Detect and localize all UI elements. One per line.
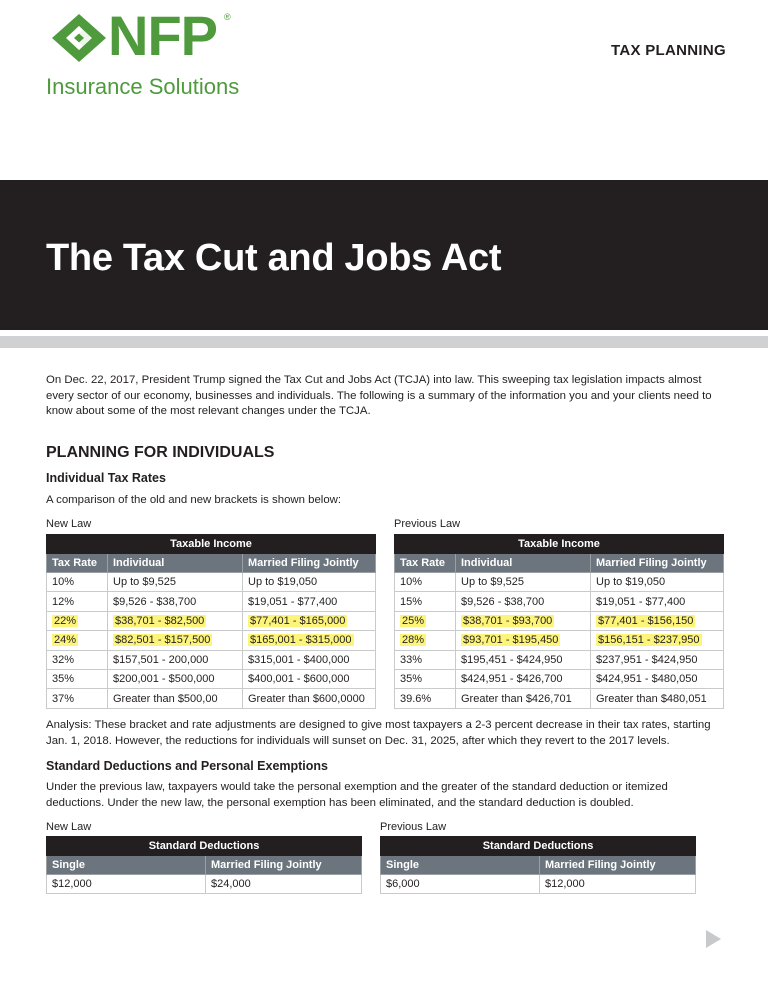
table-row [47,669,376,688]
table-cell [108,669,243,688]
table-row [381,875,696,894]
cell-text: 35% [52,673,75,686]
cell-text: $9,526 - $38,700 [113,595,197,608]
new-law-label: New Law [46,821,92,833]
cell-text: $200,001 - $500,000 [113,673,215,686]
cell-text: $165,001 - $315,000 [250,634,352,647]
table-row [47,689,376,708]
table-cell [243,573,376,592]
table-row [395,631,724,650]
column-header-married: Married Filing Jointly [243,554,376,573]
column-header-married: Married Filing Jointly [591,554,724,573]
table-cell [243,631,376,650]
new-law-deductions-table [46,836,362,894]
cell-text: Greater than $480,051 [596,692,707,705]
cell-text: 32% [52,653,75,666]
cell-text: Up to $19,050 [248,576,318,589]
cell-text: Up to $9,525 [113,576,176,589]
table-cell [243,669,376,688]
nfp-logo-icon [52,14,106,62]
table-cell [47,573,108,592]
table-cell [108,650,243,669]
column-header-individual: Individual [108,554,243,573]
table-cell [395,573,456,592]
table-cell [456,631,591,650]
table-cell [108,573,243,592]
intro-paragraph: On Dec. 22, 2017, President Trump signed the Tax Cut and Jobs Act (TCJA) into law. This sweeping tax legislation impacts almost every sector of our economy, businesses and individuals. The following is a summary of the information you and your clients need to know about some of the most relevant changes under the TCJA. [46,374,712,418]
cell-text: 39.6% [400,692,432,705]
table-row [395,611,724,630]
document-category: TAX PLANNING [611,42,726,59]
cell-text: $315,001 - $400,000 [248,653,350,666]
table-cell: $12,000 [47,875,206,894]
cell-text: $38,701 - $82,500 [115,614,205,627]
table-caption: Standard Deductions [381,837,696,856]
column-header-tax-rate: Tax Rate [395,554,456,573]
table-cell [47,669,108,688]
table-row [395,573,724,592]
previous-law-label: Previous Law [380,821,447,833]
deductions-subheading: Standard Deductions and Personal Exemptions [46,759,329,773]
table-cell [591,611,724,630]
cell-text: Up to $19,050 [596,576,666,589]
cell-text: 10% [52,576,75,589]
column-header-tax-rate: Tax Rate [47,554,108,573]
table-row [395,669,724,688]
cell-text: $38,701 - $93,700 [463,614,553,627]
section-heading: PLANNING FOR INDIVIDUALS [46,444,275,461]
table-cell [108,611,243,630]
table-row [395,650,724,669]
cell-text: 22% [54,614,77,627]
table-cell [591,669,724,688]
table-cell [395,631,456,650]
table-cell [47,611,108,630]
rates-description: A comparison of the old and new brackets is shown below: [46,494,342,506]
table-row [395,592,724,611]
table-cell [243,650,376,669]
logo-registered-mark: ® [224,12,231,22]
table-row [47,875,362,894]
rates-subheading: Individual Tax Rates [46,471,166,485]
cell-text: Greater than $426,701 [461,692,572,705]
table-cell [243,611,376,630]
table-cell [47,689,108,708]
cell-text: 37% [52,692,75,705]
cell-text: $9,526 - $38,700 [461,595,545,608]
cell-text: 28% [402,634,425,647]
next-page-arrow-icon[interactable] [706,930,721,948]
new-law-label: New Law [46,518,92,530]
table-cell [47,631,108,650]
table-cell [456,689,591,708]
table-cell [591,592,724,611]
column-header-married: Married Filing Jointly [540,856,696,875]
table-caption: Taxable Income [395,535,724,554]
table-cell [456,573,591,592]
deductions-paragraph: Under the previous law, taxpayers would take the personal exemption and the greater of the standard deduction or itemized deductions. Under the new law, the personal exemption has been eliminated, and the standard deduction is doubled. [46,781,668,809]
table-row [395,689,724,708]
table-row [47,592,376,611]
column-header-single: Single [381,856,540,875]
cell-text: $82,501 - $157,500 [115,634,211,647]
cell-text: 33% [400,653,423,666]
table-cell: $24,000 [206,875,362,894]
table-cell [591,650,724,669]
table-cell [47,650,108,669]
table-cell [108,631,243,650]
table-row [47,631,376,650]
cell-text: $195,451 - $424,950 [461,653,563,666]
table-row [47,573,376,592]
new-law-rates-table [46,534,376,709]
cell-text: $93,701 - $195,450 [463,634,559,647]
table-cell [395,592,456,611]
previous-law-label: Previous Law [394,518,461,530]
cell-text: $424,951 - $426,700 [461,673,563,686]
cell-text: 10% [400,576,423,589]
cell-text: Greater than $500,00 [113,692,218,705]
table-cell [591,573,724,592]
table-cell [108,592,243,611]
cell-text: $400,001 - $600,000 [248,673,350,686]
cell-text: $237,951 - $424,950 [596,653,698,666]
previous-law-rates-table [394,534,724,709]
analysis-paragraph: Analysis: These bracket and rate adjustments are designed to give most taxpayers a 2-3 percent decrease in their tax rates, starting Jan. 1, 2018. However, the reductions for individuals will sunset on Dec. 31, 2025, after which they revert to the 2017 levels. [46,719,711,747]
table-cell [456,669,591,688]
table-cell [456,592,591,611]
table-caption: Taxable Income [47,535,376,554]
cell-text: $77,401 - $165,000 [250,614,346,627]
cell-text: $19,051 - $77,400 [248,595,338,608]
cell-text: 24% [54,634,77,647]
cell-text: 35% [400,673,423,686]
table-cell: $12,000 [540,875,696,894]
page-title: The Tax Cut and Jobs Act [46,237,502,279]
cell-text: 12% [52,595,75,608]
table-cell [456,611,591,630]
cell-text: 25% [402,614,425,627]
cell-text: $19,051 - $77,400 [596,595,686,608]
table-cell [591,631,724,650]
logo-wordmark: NFP [108,4,217,67]
cell-text: $156,151 - $237,950 [598,634,700,647]
previous-law-deductions-table [380,836,696,894]
table-caption: Standard Deductions [47,837,362,856]
table-cell [395,669,456,688]
cell-text: 15% [400,595,423,608]
cell-text: $157,501 - 200,000 [113,653,209,666]
table-cell [243,689,376,708]
cell-text: $424,951 - $480,050 [596,673,698,686]
table-cell [456,650,591,669]
table-cell [243,592,376,611]
cell-text: $77,401 - $156,150 [598,614,694,627]
table-cell [395,611,456,630]
table-cell [47,592,108,611]
table-cell [108,689,243,708]
banner-stripe [0,336,768,348]
table-row [47,650,376,669]
logo-subtitle: Insurance Solutions [46,74,240,99]
table-cell: $6,000 [381,875,540,894]
table-cell [395,689,456,708]
column-header-individual: Individual [456,554,591,573]
table-cell [395,650,456,669]
column-header-married: Married Filing Jointly [206,856,362,875]
table-cell [591,689,724,708]
cell-text: Up to $9,525 [461,576,524,589]
cell-text: Greater than $600,0000 [248,692,365,705]
table-row [47,611,376,630]
column-header-single: Single [47,856,206,875]
